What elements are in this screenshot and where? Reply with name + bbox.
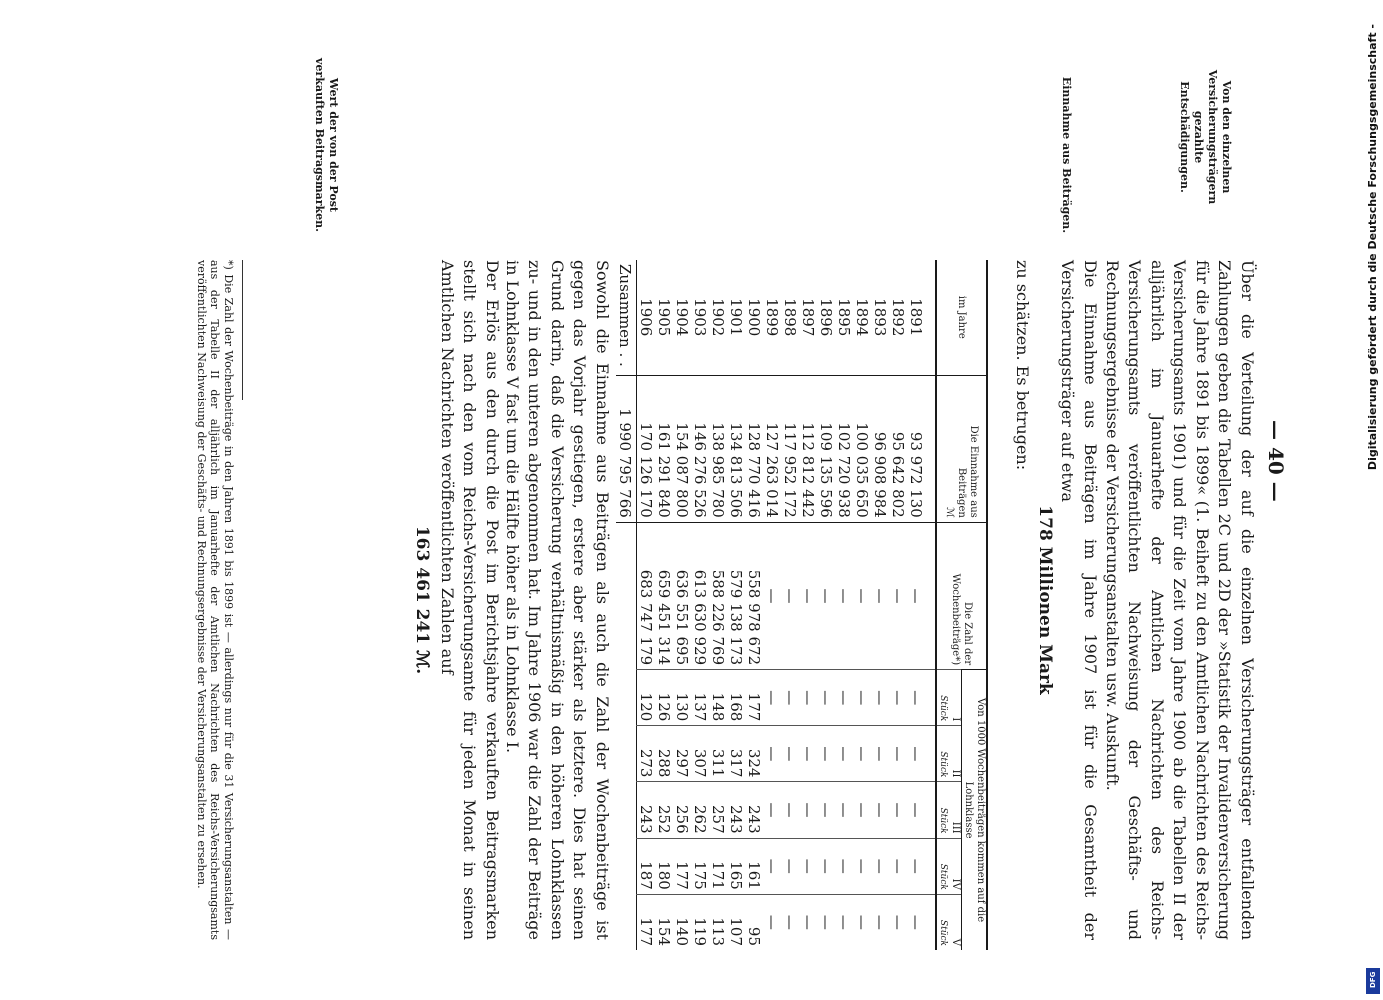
class-i-cell: — <box>799 670 817 726</box>
class-iv-cell: — <box>907 838 936 894</box>
class-v-cell: — <box>889 894 907 950</box>
income-cell: 134 813 506 <box>727 375 745 522</box>
class-v-cell: 107 <box>727 894 745 950</box>
class-iv-cell: — <box>781 838 799 894</box>
class-iv-cell: 177 <box>673 838 691 894</box>
income-cell: 102 720 938 <box>835 375 853 522</box>
count-cell: 613 630 929 <box>691 522 709 669</box>
paragraph-income-estimate <box>1011 260 1101 940</box>
year-cell: 1897 <box>799 298 817 337</box>
class-v-cell: — <box>871 894 889 950</box>
income-cell: 170 126 170 <box>637 375 656 522</box>
class-iii-cell: 243 <box>637 782 656 838</box>
class-v-cell: — <box>907 894 936 950</box>
year-cell: 1903 <box>691 298 709 337</box>
class-iv-cell: — <box>835 838 853 894</box>
class-iv-cell: — <box>889 838 907 894</box>
table-row <box>889 260 907 950</box>
total-income: 1 990 795 766 <box>616 375 637 522</box>
count-cell: — <box>781 522 799 669</box>
class-iv-cell: — <box>871 838 889 894</box>
post-stamps-text: Der Erlös aus den durch die Post im Berichtsjahre verkauften Beitragsmarken stellt sich nach den vom Reichs-Versicherungsamte für jeden Monat in seinen Amtlichen Nachrichten veröffentlichten Zahlen auf <box>438 260 502 940</box>
table-row <box>871 260 889 950</box>
count-cell: — <box>907 522 936 669</box>
class-iii-cell: — <box>799 782 817 838</box>
class-i-cell: 130 <box>673 670 691 726</box>
class-iii-cell: 257 <box>709 782 727 838</box>
class-iii-cell: — <box>889 782 907 838</box>
class-iv-cell: — <box>799 838 817 894</box>
income-cell: 109 135 596 <box>817 375 835 522</box>
table-row <box>727 260 745 950</box>
class-i-cell: — <box>781 670 799 726</box>
class-ii-cell: 273 <box>637 726 656 782</box>
credit-strip <box>1363 0 1383 1000</box>
empty-cell <box>616 522 637 669</box>
footnote-rule <box>242 260 243 400</box>
class-ii-cell: 288 <box>655 726 673 782</box>
class-iv-cell: — <box>763 838 781 894</box>
class-iv-cell: — <box>817 838 835 894</box>
year-cell: 1904 <box>673 298 691 337</box>
header-income-label: Die Einnahme aus Beiträgen <box>956 425 980 518</box>
class-v-cell: — <box>763 894 781 950</box>
income-estimate-amount: 178 Millionen Mark <box>1035 505 1055 695</box>
class-i-cell: — <box>835 670 853 726</box>
income-cell: 95 642 802 <box>889 375 907 522</box>
total-label: Zusammen . . <box>616 260 637 375</box>
class-ii-cell: — <box>853 726 871 782</box>
income-cell: 93 972 130 <box>907 375 936 522</box>
class-iii-cell: — <box>853 782 871 838</box>
margin-note-income: Einnahme aus Beiträgen. <box>1060 76 1073 234</box>
class-i-cell: — <box>763 670 781 726</box>
header-count: Die Zahl der Wochenbeiträge*) <box>936 522 987 669</box>
page-number: — 40 — <box>1264 420 1288 502</box>
table-row <box>799 260 817 950</box>
paragraph-comparison: Sowohl die Einnahme aus Beiträgen als auch die Zahl der Wochenbeiträge ist gegen das Vorjahr gestiegen, erstere aber stärker als letztere. Dies hat seinen Grund darin, daß die Versicherung verhältnismäßig in den höheren Lohnklassen zu- und in den unteren abgenommen hat. Im Jahre 1906 war die Zahl der Beiträge in Lohnklasse V fast um die Hälfte höher als in Lohnklasse I. <box>503 260 612 940</box>
empty-cell <box>616 782 637 838</box>
class-v-cell: 177 <box>637 894 656 950</box>
count-cell: 558 978 672 <box>745 522 763 669</box>
class-i-cell: 177 <box>745 670 763 726</box>
count-cell: 659 451 314 <box>655 522 673 669</box>
class-ii-cell: — <box>889 726 907 782</box>
year-cell: 1901 <box>727 298 745 337</box>
dfg-logo: DFG <box>1366 968 1380 994</box>
class-ii-cell: — <box>817 726 835 782</box>
paragraph-post-stamps <box>411 260 503 940</box>
class-iii-cell: 262 <box>691 782 709 838</box>
year-cell: 1895 <box>835 298 853 337</box>
count-cell: — <box>889 522 907 669</box>
class-i-cell: 137 <box>691 670 709 726</box>
class-v-cell: 113 <box>709 894 727 950</box>
income-cell: 117 952 172 <box>781 375 799 522</box>
header-class: II Stück <box>936 726 962 782</box>
count-cell: 683 747 179 <box>637 522 656 669</box>
income-cell: 161 291 840 <box>655 375 673 522</box>
income-cell: 128 770 416 <box>745 375 763 522</box>
income-estimate-text: Die Einnahme aus Beiträgen im Jahre 1907 ist für die Gesamtheit der Versicherungsträger auf etwa <box>1058 260 1100 940</box>
count-cell: — <box>799 522 817 669</box>
class-ii-cell: 307 <box>691 726 709 782</box>
class-i-cell: 168 <box>727 670 745 726</box>
table-row <box>817 260 835 950</box>
header-income <box>936 375 987 522</box>
class-v-cell: — <box>835 894 853 950</box>
class-v-cell: 95 <box>745 894 763 950</box>
class-iv-cell: 161 <box>745 838 763 894</box>
table-row <box>637 260 656 950</box>
class-i-cell: 126 <box>655 670 673 726</box>
class-iii-cell: — <box>817 782 835 838</box>
empty-cell <box>616 670 637 726</box>
year-cell: 1896 <box>817 298 835 337</box>
class-v-cell: — <box>781 894 799 950</box>
year-cell: 1899 <box>763 298 781 337</box>
class-v-cell: — <box>799 894 817 950</box>
table-row <box>673 260 691 950</box>
class-v-cell: 154 <box>655 894 673 950</box>
digitization-credit: Digitalisierung gefördert durch die Deutsche Forschungsgemeinschaft - <box>1366 24 1379 471</box>
class-iii-cell: 243 <box>745 782 763 838</box>
class-iii-cell: — <box>871 782 889 838</box>
header-class: IV Stück <box>936 838 962 894</box>
count-cell: — <box>853 522 871 669</box>
paragraph-distribution: Über die Verteilung der auf die einzelnen Versicherungsträger entfallenden Zahlungen geben die Tabellen 2C und 2D der »Statistik der Invalidenversicherung für die Jahre 1891 bis 1899« (1. Beiheft zu den Amtlichen Nachrichten des Reichs-Versicherungsamts 1901) und für die Zeit vom Jahre 1900 ab die Tabellen II der alljährlich im Januarhefte der Amtlichen Nachrichten des Reichs-Versicherungsamts veröffentlichten Nachweisung der Geschäfts- und Rechnungsergebnisse der Versicherungsanstalten usw. Auskunft. <box>1103 260 1257 940</box>
count-cell: 588 226 769 <box>709 522 727 669</box>
income-cell: 154 087 800 <box>673 375 691 522</box>
class-iii-cell: 243 <box>727 782 745 838</box>
class-ii-cell: — <box>763 726 781 782</box>
table-row <box>763 260 781 950</box>
header-class: III Stück <box>936 782 962 838</box>
class-i-cell: — <box>871 670 889 726</box>
class-v-cell: — <box>817 894 835 950</box>
header-class: I Stück <box>936 670 962 726</box>
table-row <box>655 260 673 950</box>
year-cell: 1891 <box>907 298 925 337</box>
table-row <box>745 260 763 950</box>
table-row <box>853 260 871 950</box>
income-estimate-after: zu schätzen. Es betrugen: <box>1013 260 1033 471</box>
income-cell: 127 263 014 <box>763 375 781 522</box>
class-i-cell: — <box>889 670 907 726</box>
class-ii-cell: — <box>781 726 799 782</box>
table-row <box>907 260 936 950</box>
table-row <box>781 260 799 950</box>
count-cell: — <box>871 522 889 669</box>
count-cell: — <box>835 522 853 669</box>
empty-cell <box>616 838 637 894</box>
year-cell: 1900 <box>745 298 763 337</box>
class-i-cell: 148 <box>709 670 727 726</box>
income-cell: 146 276 526 <box>691 375 709 522</box>
header-income-unit: ℳ <box>944 507 956 518</box>
class-ii-cell: — <box>835 726 853 782</box>
class-iv-cell: 187 <box>637 838 656 894</box>
year-cell: 1906 <box>637 298 655 337</box>
post-stamps-amount: 163 461 241 ℳ. <box>412 525 433 675</box>
income-cell: 112 812 442 <box>799 375 817 522</box>
class-iv-cell: 175 <box>691 838 709 894</box>
total-row <box>616 260 637 950</box>
class-iii-cell: — <box>907 782 936 838</box>
class-ii-cell: — <box>871 726 889 782</box>
count-cell: — <box>817 522 835 669</box>
header-per1000: Von 1000 Wochenbeiträgen kommen auf die Lohnklasse <box>962 670 988 950</box>
table-row <box>691 260 709 950</box>
count-cell: 636 551 695 <box>673 522 691 669</box>
class-iv-cell: — <box>853 838 871 894</box>
class-i-cell: — <box>817 670 835 726</box>
class-iii-cell: 252 <box>655 782 673 838</box>
class-ii-cell: 311 <box>709 726 727 782</box>
class-i-cell: — <box>853 670 871 726</box>
empty-cell <box>616 726 637 782</box>
year-cell: 1902 <box>709 298 727 337</box>
empty-cell <box>616 894 637 950</box>
class-ii-cell: 317 <box>727 726 745 782</box>
year-cell: 1905 <box>655 298 673 337</box>
class-iv-cell: 180 <box>655 838 673 894</box>
class-ii-cell: — <box>907 726 936 782</box>
class-v-cell: 119 <box>691 894 709 950</box>
header-class: V Stück <box>936 894 962 950</box>
income-cell: 138 985 780 <box>709 375 727 522</box>
margin-note-payments: Von den einzelnen Versicherungsträgern gezahlte Entschädigungen. <box>1178 69 1233 205</box>
count-cell: 579 138 173 <box>727 522 745 669</box>
class-i-cell: 120 <box>637 670 656 726</box>
class-v-cell: 140 <box>673 894 691 950</box>
year-cell: 1898 <box>781 298 799 337</box>
class-iii-cell: — <box>781 782 799 838</box>
margin-note-post-stamps: Wert der von der Post verkauften Beitragsmarken. <box>313 58 340 232</box>
class-ii-cell: 324 <box>745 726 763 782</box>
year-cell: 1893 <box>871 298 889 337</box>
header-year: im Jahre <box>936 260 987 375</box>
class-v-cell: — <box>853 894 871 950</box>
table-row <box>709 260 727 950</box>
income-cell: 100 035 650 <box>853 375 871 522</box>
class-i-cell: — <box>907 670 936 726</box>
class-iii-cell: — <box>763 782 781 838</box>
class-ii-cell: — <box>799 726 817 782</box>
class-ii-cell: 297 <box>673 726 691 782</box>
income-cell: 96 908 984 <box>871 375 889 522</box>
count-cell: — <box>763 522 781 669</box>
table-row <box>835 260 853 950</box>
class-iv-cell: 165 <box>727 838 745 894</box>
class-iii-cell: — <box>835 782 853 838</box>
year-cell: 1892 <box>889 298 907 337</box>
class-iii-cell: 256 <box>673 782 691 838</box>
income-table <box>616 260 988 950</box>
class-iv-cell: 171 <box>709 838 727 894</box>
year-cell: 1894 <box>853 298 871 337</box>
footnote: *) Die Zahl der Wochenbeiträge in den Jahren 1891 bis 1899 ist — allerdings nur für die 31 Versicherungsanstalten — aus der Tabelle II der alljährlich im Januarhefte der Amtlichen Nachrichten des Reichs-Versicherungsamts veröffentlichten Nachweisung der Geschäfts- und Rechnungsergebnisse der Versicherungsanstalten zu ersehen. <box>195 260 235 940</box>
